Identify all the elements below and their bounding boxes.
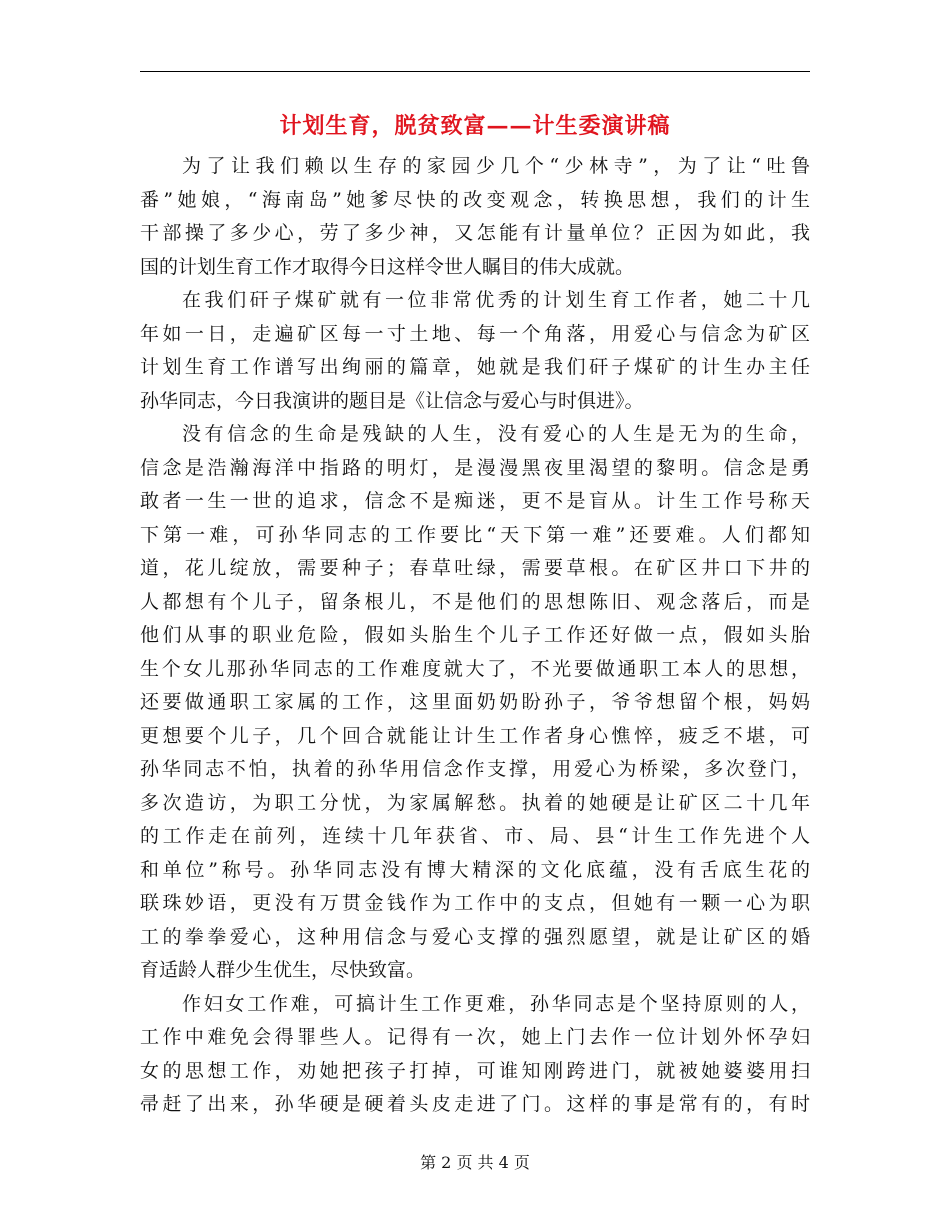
paragraph-line: 工的拳拳爱心，这种用信念与爱心支撑的强烈愿望，就是让矿区的婚	[140, 925, 810, 948]
paragraph-line: 孙华同志不怕，执着的孙华用信念作支撑，用爱心为桥梁，多次登门，	[140, 758, 810, 780]
page-footer: 第 2 页 共 4 页	[420, 1153, 530, 1172]
paragraph-line: 还要做通职工家属的工作，这里面奶奶盼孙子，爷爷想留个根，妈妈	[140, 691, 810, 713]
paragraph-line: 国的计划生育工作才取得今日这样令世人瞩目的伟大成就。	[140, 255, 635, 278]
paragraph-line: 更想要个儿子，几个回合就能让计生工作者身心憔悴，疲乏不堪，可	[140, 724, 810, 747]
paragraph-line: 敢者一生一世的追求，信念不是痴迷，更不是盲从。计生工作号称天	[140, 490, 810, 512]
paragraph-line: 孙华同志，今日我演讲的题目是《让信念与爱心与时俱进》。	[140, 389, 644, 412]
header-rule	[140, 71, 810, 72]
paragraph	[140, 988, 810, 1122]
paragraph-line: 为了让我们赖以生存的家园少几个“少林寺”，为了让“吐鲁	[182, 155, 810, 177]
paragraph-line: 他们从事的职业危险，假如头胎生个儿子工作还好做一点，假如头胎	[140, 624, 810, 646]
document-title: 计划生育，脱贫致富——计生委演讲稿	[279, 113, 671, 139]
paragraph-line: 育适龄人群少生优生，尽快致富。	[140, 959, 426, 981]
paragraph-line: 工作中难免会得罪些人。记得有一次，她上门去作一位计划外怀孕妇	[140, 1026, 810, 1048]
paragraph-line: 女的思想工作，劝她把孩子打掉，可谁知刚跨进门，就被她婆婆用扫	[140, 1059, 810, 1082]
paragraph-line: 多次造访，为职工分忧，为家属解愁。执着的她硬是让矿区二十几年	[140, 791, 810, 814]
paragraph-line: 作妇女工作难，可搞计生工作更难，孙华同志是个坚持原则的人，	[182, 992, 810, 1015]
paragraph-line: 的工作走在前列，连续十几年获省、市、局、县“计生工作先进个人	[140, 825, 810, 847]
paragraph-line: 计划生育工作谱写出绚丽的篇章，她就是我们矸子煤矿的计生办主任	[140, 356, 810, 378]
paragraph-line: 和单位”称号。孙华同志没有博大精深的文化底蕴，没有舌底生花的	[140, 858, 810, 881]
paragraph-line: 帚赶了出来，孙华硬是硬着头皮走进了门。这样的事是常有的，有时	[140, 1093, 810, 1115]
paragraph-line: 年如一日，走遍矿区每一寸土地、每一个角落，用爱心与信念为矿区	[140, 322, 810, 345]
paragraph	[140, 150, 810, 284]
paragraph-line: 没有信念的生命是残缺的人生，没有爱心的人生是无为的生命，	[182, 423, 810, 445]
paragraph-line: 联珠妙语，更没有万贯金钱作为工作中的支点，但她有一颗一心为职	[140, 892, 810, 914]
paragraph-line: 干部操了多少心，劳了多少神，又怎能有计量单位？正因为如此，我	[140, 222, 810, 244]
paragraph-line: 在我们矸子煤矿就有一位非常优秀的计划生育工作者，她二十几	[182, 289, 810, 311]
paragraph-line: 人都想有个儿子，留条根儿，不是他们的思想陈旧、观念落后，而是	[140, 590, 810, 613]
paragraph-line: 信念是浩瀚海洋中指路的明灯，是漫漫黑夜里渴望的黎明。信念是勇	[140, 456, 810, 479]
paragraph-line: 番”她娘，“海南岛”她爹尽快的改变观念，转换思想，我们的计生	[140, 188, 810, 211]
document-body	[140, 150, 810, 1122]
paragraph-line: 下第一难，可孙华同志的工作要比“天下第一难”还要难。人们都知	[140, 523, 810, 546]
paragraph	[140, 418, 810, 988]
paragraph-line: 生个女儿那孙华同志的工作难度就大了，不光要做通职工本人的思想，	[140, 657, 810, 680]
paragraph	[140, 284, 810, 418]
paragraph-line: 道，花儿绽放，需要种子；春草吐绿，需要草根。在矿区井口下井的	[140, 557, 810, 579]
